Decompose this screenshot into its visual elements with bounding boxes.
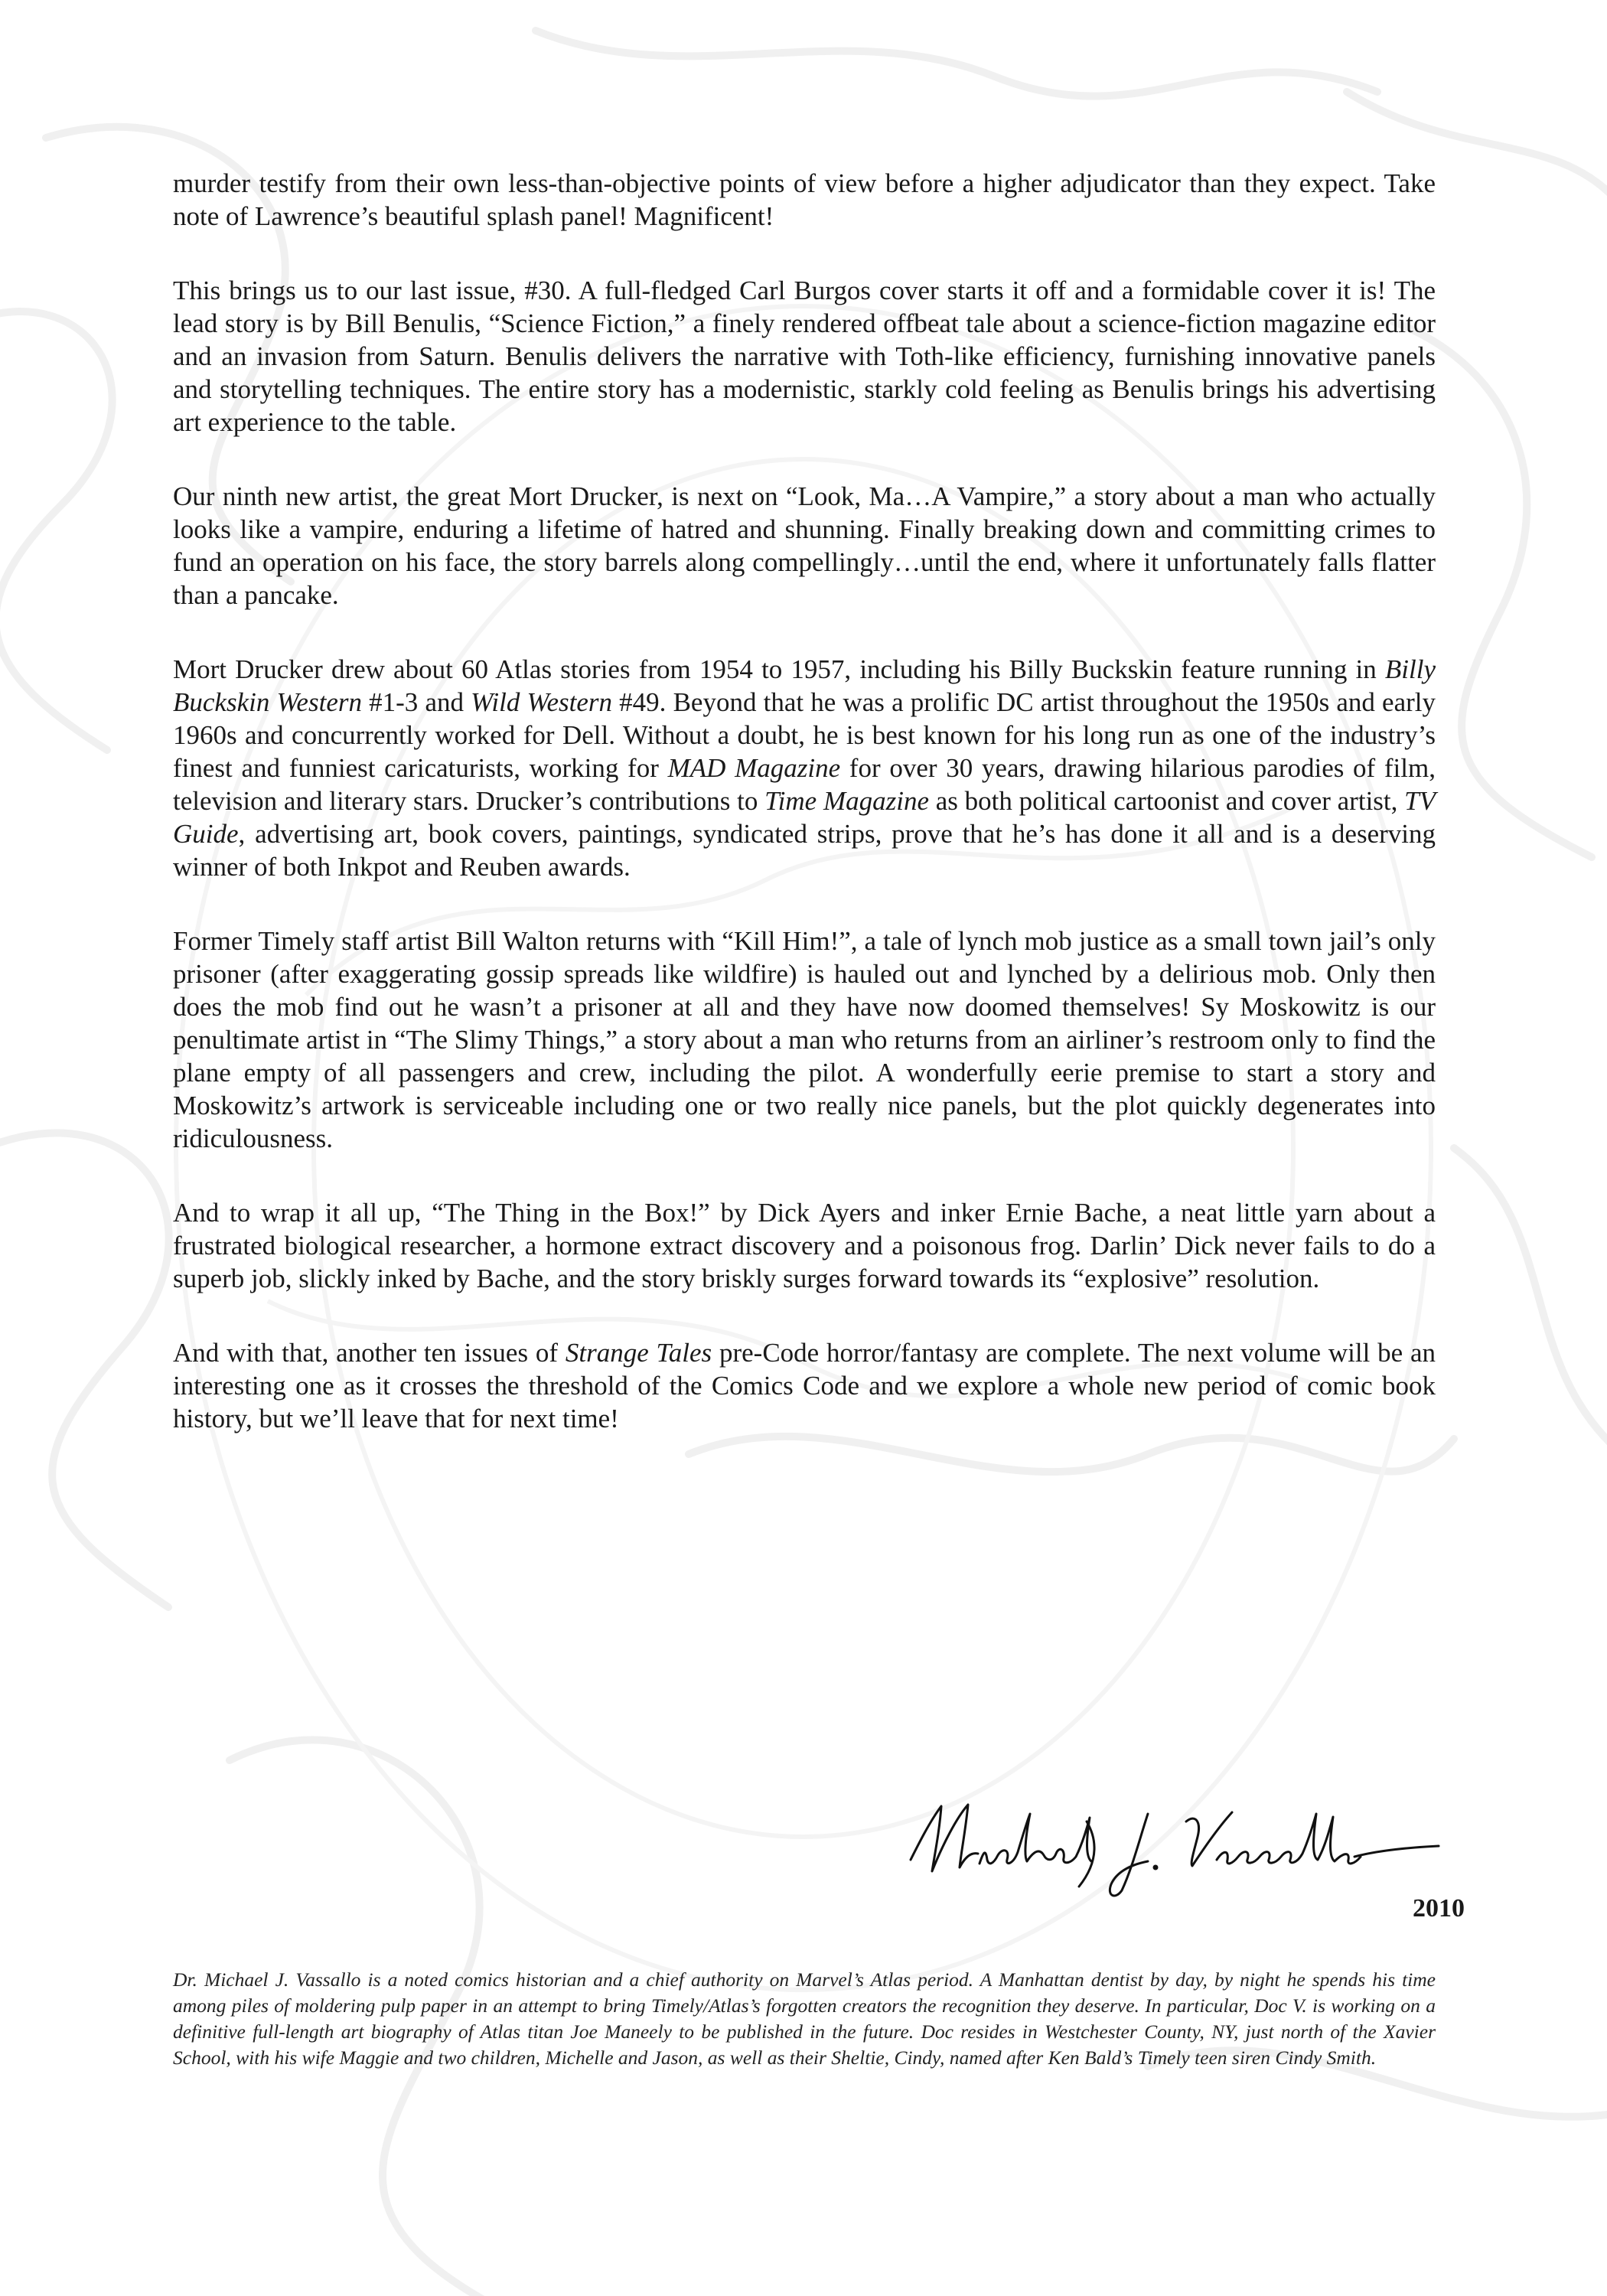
- paragraph: [173, 1196, 1436, 1295]
- paragraph: [173, 274, 1436, 439]
- paragraph: [173, 1336, 1436, 1435]
- paragraph-text: , advertising art, book covers, paintings, syndicated strips, prove that he’s has done it all and is a deserving winner of both Inkpot and Reuben awards.: [173, 819, 1436, 882]
- paragraph: [173, 653, 1436, 883]
- italic-title-text: Wild Western: [471, 687, 612, 717]
- signature-block: [895, 1791, 1477, 1936]
- paragraph-text: #1-3 and: [361, 687, 471, 717]
- italic-title-text: MAD Magazine: [667, 753, 841, 783]
- article-body: [173, 167, 1436, 1476]
- paragraph-text: And with that, another ten issues of: [173, 1338, 566, 1368]
- paragraph-text: Our ninth new artist, the great Mort Drucker, is next on “Look, Ma…A Vampire,” a story about a man who actually looks like a vampire, enduring a lifetime of hatred and shunning. Finally breaking down and committing crimes to fund an operation on his face, the story barrels along compellingly…until the end, where it unfortunately falls flatter than a pancake.: [173, 481, 1436, 610]
- paragraph-text: This brings us to our last issue, #30. A full-fledged Carl Burgos cover starts it off and a formidable cover it is! The lead story is by Bill Benulis, “Science Fiction,” a finely rendered offbeat tale about a science-fiction magazine editor and an invasion from Saturn. Benulis delivers the narrative with Toth-like efficiency, furnishing innovative panels and storytelling techniques. The entire story has a modernistic, starkly cold feeling as Benulis brings his advertising art experience to the table.: [173, 276, 1436, 437]
- paragraph-text: Mort Drucker drew about 60 Atlas stories from 1954 to 1957, including his Billy Buckskin feature running in: [173, 654, 1385, 684]
- paragraph: [173, 925, 1436, 1155]
- author-bio: Dr. Michael J. Vassallo is a noted comics historian and a chief authority on Marvel’s Atlas period. A Manhattan dentist by day, by night he spends his time among piles of moldering pulp paper in an attempt to bring Timely/Atlas’s forgotten creators the recognition they deserve. In particular, Doc V. is working on a definitive full-length art biography of Atlas titan Joe Maneely to be published in the future. Doc resides in Westchester County, NY, just north of the Xavier School, with his wife Maggie and two children, Michelle and Jason, as well as their Sheltie, Cindy, named after Ken Bald’s Timely teen siren Cindy Smith.: [173, 1968, 1436, 2069]
- paragraph: [173, 480, 1436, 612]
- handwritten-signature: [895, 1791, 1446, 1906]
- paragraph-text: And to wrap it all up, “The Thing in the Box!” by Dick Ayers and inker Ernie Bache, a neat little yarn about a frustrated biological researcher, a hormone extract discovery and a poisonous frog. Darlin’ Dick never fails to do a superb job, slickly inked by Bache, and the story briskly surges forward towards its “explosive” resolution.: [173, 1198, 1436, 1293]
- paragraph-text: #49. Beyond that he was a prolific DC artist throughout the 1950s and early 1960s and concurrently worked for Dell. Without a doubt, he is best known for his long run as one of the industry’s finest and funniest caricaturists, working for: [173, 687, 1436, 783]
- paragraph-text: for over 30 years, drawing hilarious parodies of film, television and literary stars. Drucker’s contributions to: [173, 753, 1436, 816]
- italic-title-text: TV Guide: [173, 786, 1436, 849]
- paragraph-text: as both political cartoonist and cover artist,: [929, 786, 1405, 816]
- signature-year: 2010: [1413, 1894, 1465, 1923]
- paragraph-text: pre-Code horror/fantasy are complete. The next volume will be an interesting one as it crosses the threshold of the Comics Code and we explore a whole new period of comic book history, but we’ll leave that for next time!: [173, 1338, 1436, 1433]
- italic-title-text: Billy Buckskin Western: [173, 654, 1436, 717]
- paragraph-text: Former Timely staff artist Bill Walton returns with “Kill Him!”, a tale of lynch mob justice as a small town jail’s only prisoner (after exaggerating gossip spreads like wildfire) is hauled out and lynched by a delirious mob. Only then does the mob find out he wasn’t a prisoner at all and they have now doomed themselves! Sy Moskowitz is our penultimate artist in “The Slimy Things,” a story about a man who returns from an airliner’s restroom only to find the plane empty of all passengers and crew, including the pilot. A wonderfully eerie premise to start a story and Moskowitz’s artwork is serviceable including one or two really nice panels, but the plot quickly degenerates into ridiculousness.: [173, 926, 1436, 1153]
- paragraph-text: murder testify from their own less-than-objective points of view before a higher adjudicator than they expect. Take note of Lawrence’s beautiful splash panel! Magnificent!: [173, 168, 1436, 231]
- italic-title-text: Strange Tales: [565, 1338, 712, 1368]
- italic-title-text: Time Magazine: [764, 786, 929, 816]
- paragraph: [173, 167, 1436, 233]
